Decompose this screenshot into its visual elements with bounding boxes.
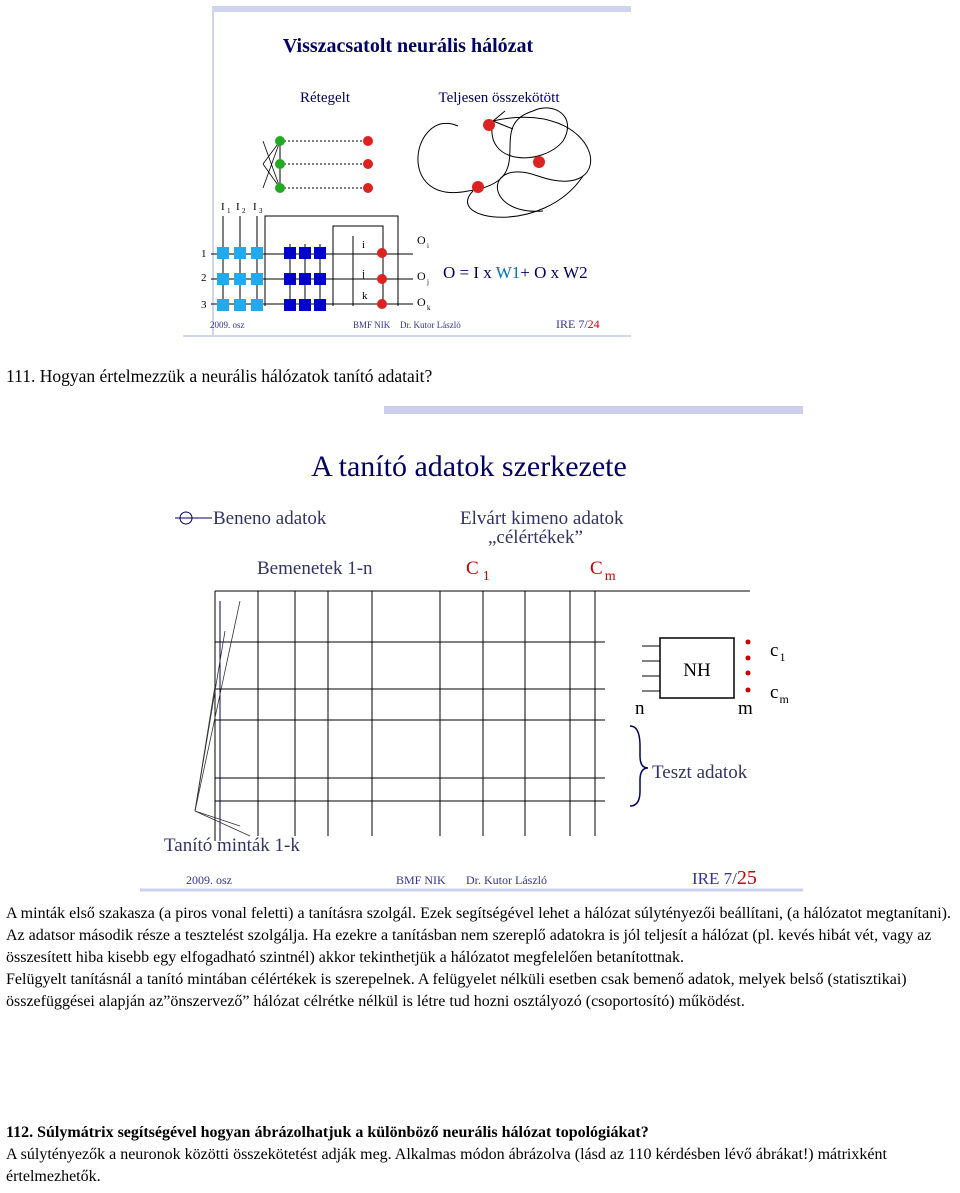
slide-top-bar <box>384 406 803 414</box>
green-neuron <box>275 159 285 169</box>
footer-school: BMF NIK <box>353 320 391 330</box>
label-test-data: Teszt adatok <box>652 762 748 783</box>
answer-paragraph: Az adatsor második része a tesztelést szolgálja. Ha ezekre a tanításban nem szereplő adatokra is jól teljesít a hálózat (pl. kevés hibát vét, vagy az összesített hiba kisebb egy elfogadható szintnél) akkor tekinthetjük a hálózatot megfelelően betanítottnak. <box>6 927 932 966</box>
footer-page: IRE 7/25 <box>692 867 757 889</box>
footer-author: Dr. Kutor László <box>400 320 461 330</box>
output-label: O <box>417 233 426 247</box>
answer-paragraph: A minták első szakasza (a piros vonal feletti) a tanításra szolgál. Ezek segítségével lehet a hálózat súlytényezői beállítani, (a hálózatot megtanítani). <box>6 905 951 922</box>
answer-paragraph: Felügyelt tanításnál a tanító mintában célértékek is szerepelnek. A felügyelet nélküli esetben csak bemenő adatok, melyek belső (statisztikai) összefüggései alapján az”önszervező” hálózat célrétke nélkül is létre tud hozni osztályozó (csoportosító) működést. <box>6 971 907 1010</box>
slide-training-data-canvas <box>140 406 805 894</box>
slide-training-data-structure <box>140 406 805 894</box>
slide-top-bar <box>213 6 631 12</box>
question-112-answer: A súlytényezők a neuronok közötti összekötetést adják meg. Alkalmas módon ábrázolva (lásd az 110 kérdésben lévő ábrákat!) mátrixként értelmezhetők. <box>6 1146 887 1185</box>
out-cm-label: $c_m$ <box>770 682 789 706</box>
row-label: 3 <box>201 299 207 311</box>
input-label: I <box>253 201 257 213</box>
neuron-label: k <box>362 290 368 302</box>
input-label: I <box>221 201 225 213</box>
question-112 <box>6 1122 952 1188</box>
nh-label: NH <box>683 660 711 681</box>
question-111-heading: 111. Hogyan értelmezzük a neurális hálózatok tanító adatait? <box>6 366 433 386</box>
footer-page: IRE 7/24 <box>556 317 600 331</box>
output-label-sub: i <box>427 242 429 250</box>
input-label: I <box>236 201 240 213</box>
neuron-label: i <box>362 239 366 251</box>
label-layered: Rétegelt <box>300 90 350 106</box>
m-label: m <box>738 698 753 719</box>
row-label: 1 <box>201 248 207 260</box>
n-label: n <box>635 698 645 719</box>
output-label: O <box>417 295 426 309</box>
red-neuron <box>533 156 545 168</box>
question-111-answer <box>6 903 952 1013</box>
red-neuron <box>483 119 495 131</box>
label-fully-connected: Teljesen összekötött <box>438 90 560 106</box>
footer-term: 2009. osz <box>210 320 245 330</box>
red-neuron <box>472 181 484 193</box>
input-label-sub: 3 <box>259 207 263 215</box>
label-inputs: Beneno adatok <box>213 508 327 529</box>
green-neuron <box>275 136 285 146</box>
input-label-sub: 2 <box>242 207 246 215</box>
slide-feedback-network <box>183 6 633 340</box>
neuron-label: j <box>362 268 366 280</box>
question-112-heading: 112. Súlymátrix segítségével hogyan ábrázolhatjuk a különböző neurális hálózat topológiákat? <box>6 1124 649 1141</box>
footer-school: BMF NIK <box>396 873 446 887</box>
out-c1-label: $c_1$ <box>770 640 786 664</box>
label-targets: „célértékek” <box>488 527 583 548</box>
label-cm: C $_m$ <box>590 558 616 584</box>
red-neuron <box>363 136 373 146</box>
label-expected-outputs: Elvárt kimeno adatok <box>460 508 624 529</box>
row-label: 2 <box>201 272 207 284</box>
row-labels <box>201 248 207 311</box>
footer-term: 2009. osz <box>186 873 232 887</box>
output-label-sub: j <box>427 278 429 286</box>
green-neuron <box>275 183 285 193</box>
input-label-sub: 1 <box>227 207 231 215</box>
slide-feedback-network-canvas <box>183 6 633 340</box>
output-label: O <box>417 269 426 283</box>
label-inputs-range: Bemenetek 1-n <box>257 558 373 579</box>
slide-title: Visszacsatolt neurális hálózat <box>282 35 534 57</box>
formula: O = I x W1+ O x W2 <box>443 263 588 282</box>
output-label-sub: k <box>427 304 431 312</box>
label-training-samples: Tanító minták 1-k <box>164 835 300 856</box>
footer-author: Dr. Kutor László <box>466 873 547 887</box>
label-c1: C $_1$ <box>466 558 490 584</box>
red-neuron <box>363 183 373 193</box>
slide-title: A tanító adatok szerkezete <box>311 450 627 483</box>
red-neuron <box>363 159 373 169</box>
